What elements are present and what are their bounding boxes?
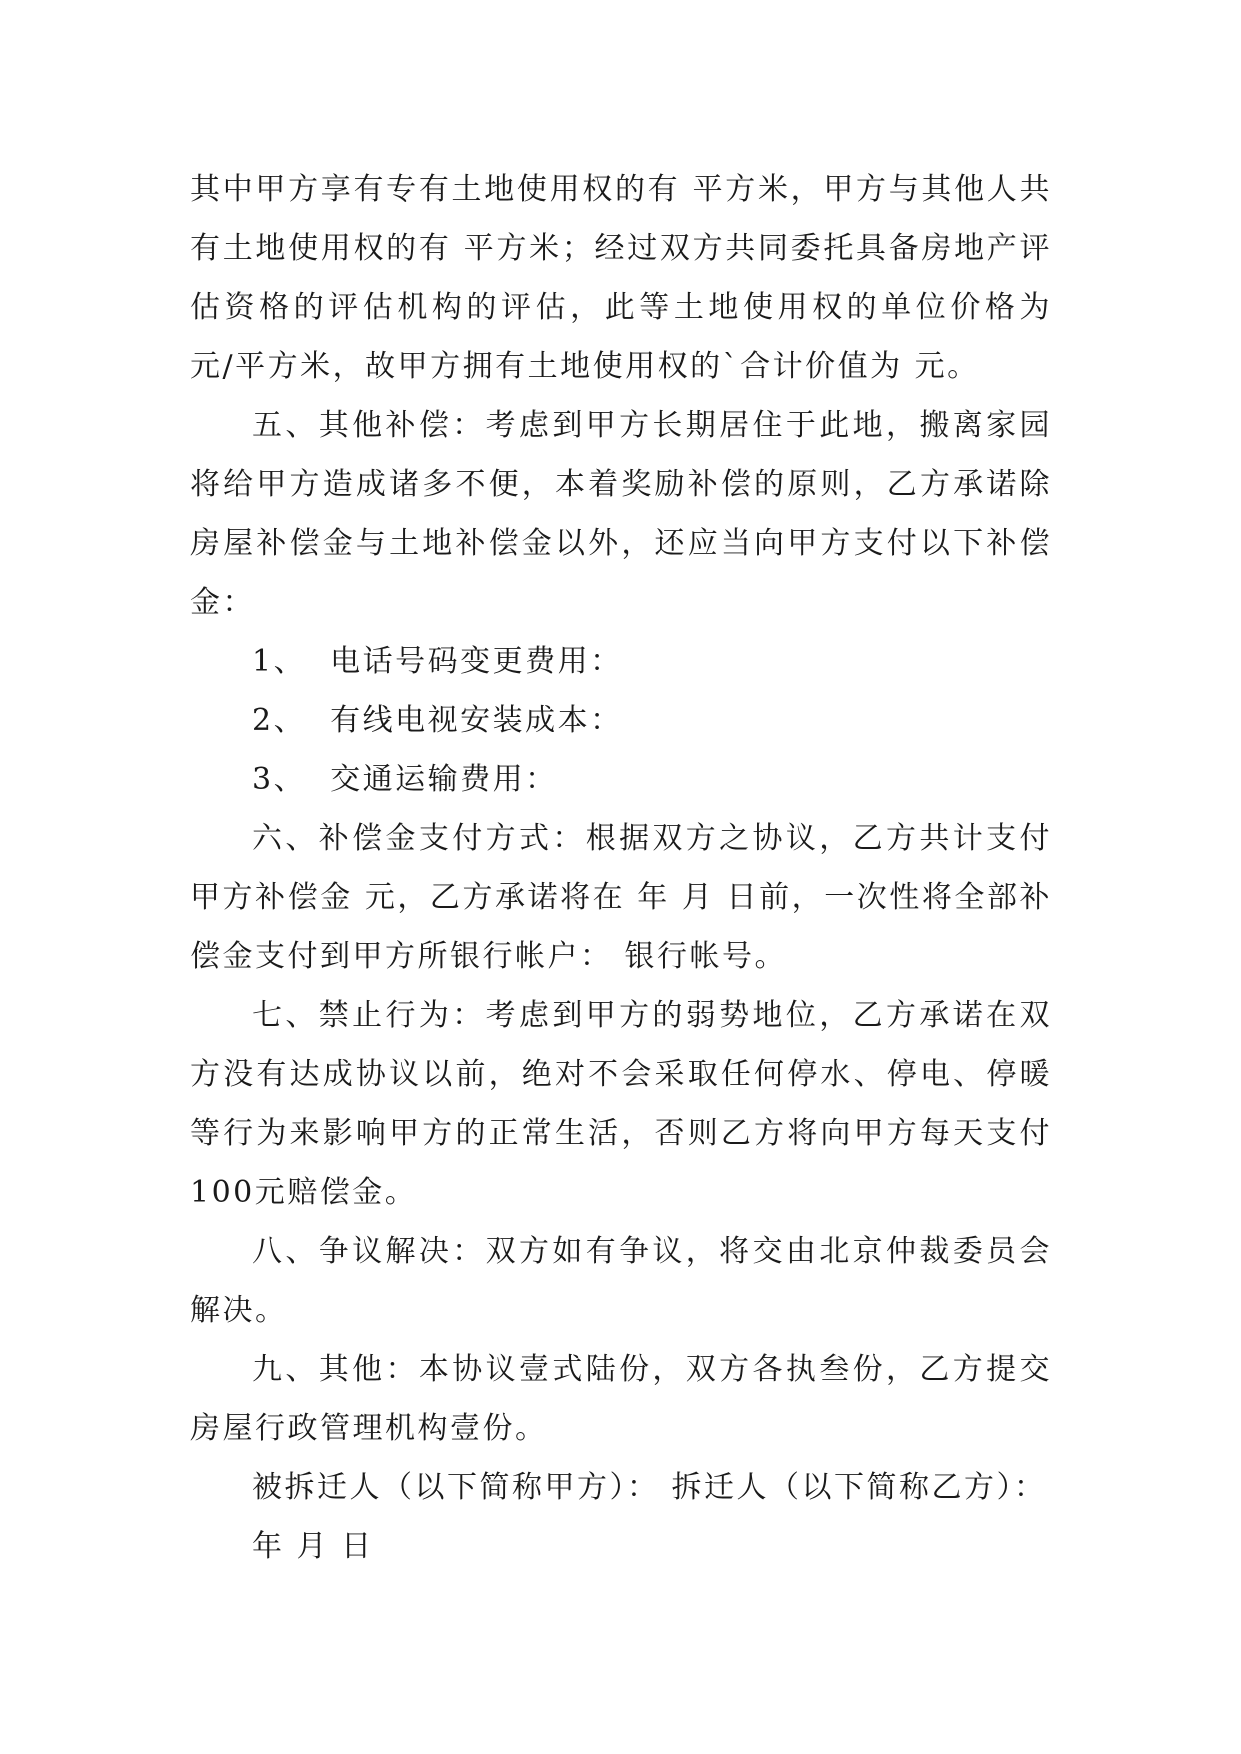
list-item-transport-fee: 3、 交通运输费用：: [252, 762, 558, 797]
clause-8-dispute-resolution: 八、争议解决：双方如有争议，将交由北京仲裁委员会解决。: [190, 1234, 1052, 1328]
clause-7-prohibited-acts: 七、禁止行为：考虑到甲方的弱势地位，乙方承诺在双方没有达成协议以前，绝对不会采取任何停水、停电、停暖等行为来影响甲方的正常生活，否则乙方将向甲方每天支付100元赔偿金。: [190, 998, 1052, 1210]
list-item-cable-tv-cost: 2、 有线电视安装成本：: [252, 703, 623, 738]
clause-6-payment-method: 六、补偿金支付方式：根据双方之协议，乙方共计支付甲方补偿金 元，乙方承诺将在 年 月 日前，一次性将全部补偿金支付到甲方所银行帐户： 银行帐号。: [190, 821, 1052, 974]
document-body: [190, 160, 1052, 1576]
paragraph-land-use: 其中甲方享有专有土地使用权的有 平方米，甲方与其他人共有土地使用权的有 平方米；经过双方共同委托具备房地产评估资格的评估机构的评估，此等土地使用权的单位价格为 元/平方米，故甲方拥有土地使用权的`合计价值为 元。: [190, 172, 1052, 384]
clause-9-other: 九、其他：本协议壹式陆份，双方各执叁份，乙方提交房屋行政管理机构壹份。: [190, 1352, 1052, 1446]
signature-line: 被拆迁人（以下简称甲方）： 拆迁人（以下简称乙方）：: [252, 1470, 1047, 1505]
date-line: 年 月 日: [252, 1529, 374, 1564]
list-item-phone-change-fee: 1、 电话号码变更费用：: [252, 644, 623, 679]
clause-5-other-compensation: 五、其他补偿：考虑到甲方长期居住于此地，搬离家园将给甲方造成诸多不便，本着奖励补偿的原则，乙方承诺除房屋补偿金与土地补偿金以外，还应当向甲方支付以下补偿金：: [190, 408, 1052, 620]
